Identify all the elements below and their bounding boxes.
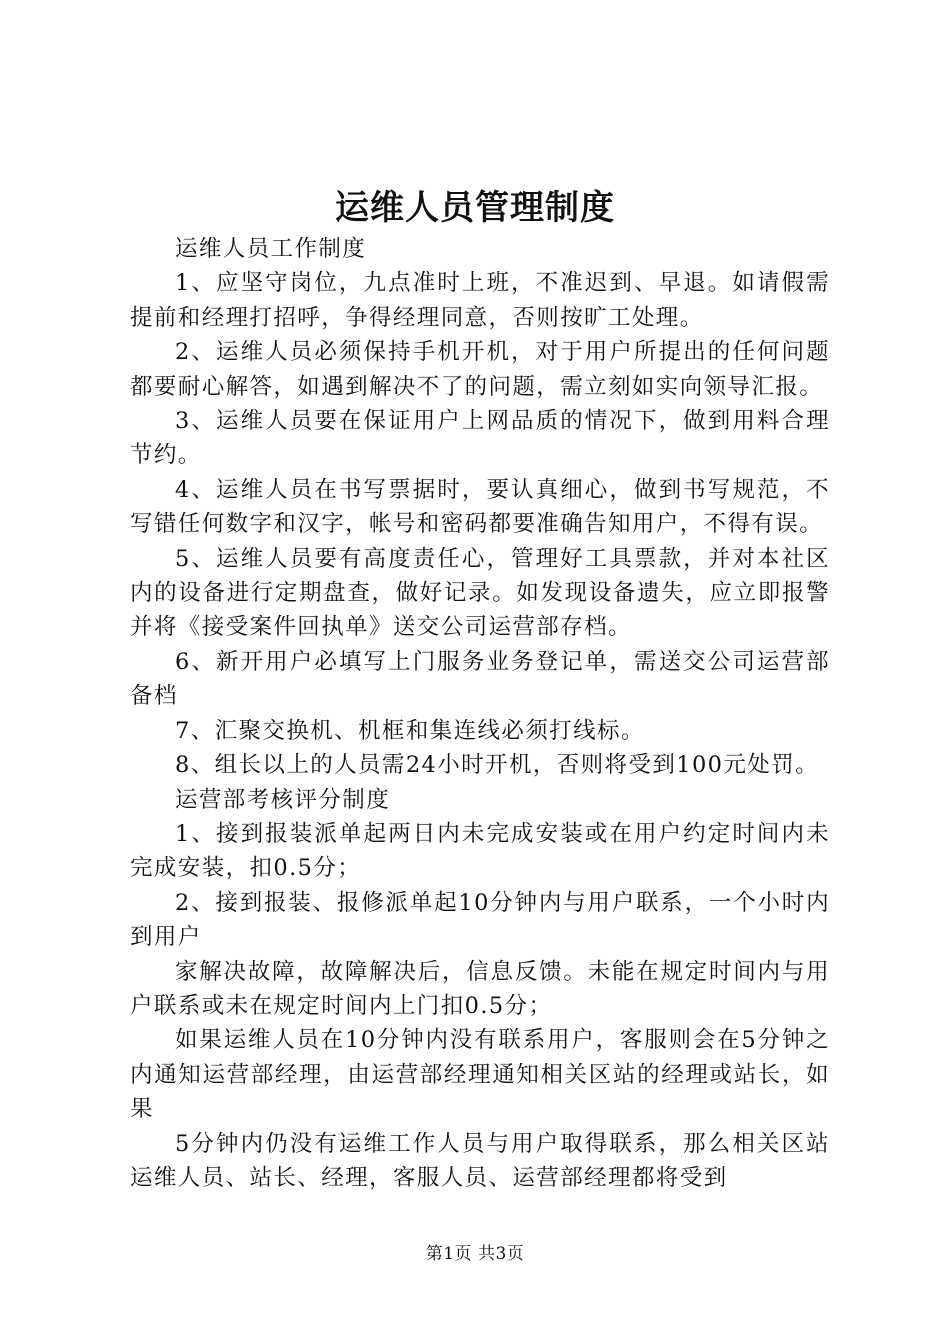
document-title: 运维人员管理制度 <box>335 188 615 228</box>
paragraph: 3、运维人员要在保证用户上网品质的情况下，做到用料合理节约。 <box>130 408 830 469</box>
section-heading-work-rules: 运维人员工作制度 <box>175 236 367 262</box>
paragraph: 6、新开用户必填写上门服务业务登记单，需送交公司运营部备档 <box>130 648 830 710</box>
paragraph: 5分钟内仍没有运维工作人员与用户取得联系，那么相关区站运维人员、站长、经理，客服人员、运营部经理都将受到 <box>130 1130 830 1191</box>
paragraph: 2、运维人员必须保持手机开机，对于用户所提出的任何问题都要耐心解答，如遇到解决不了的问题，需立刻如实向领导汇报。 <box>130 339 830 400</box>
paragraph: 2、接到报装、报修派单起10分钟内与用户联系，一个小时内到用户 <box>130 889 830 951</box>
document-body <box>130 232 830 1195</box>
paragraph: 8、组长以上的人员需24小时开机，否则将受到100元处罚。 <box>175 752 819 779</box>
paragraph: 4、运维人员在书写票据时，要认真细心，做到书写规范，不写错任何数字和汉字，帐号和密码都要准确告知用户，不得有误。 <box>130 476 830 538</box>
paragraph: 1、应坚守岗位，九点准时上班，不准迟到、早退。如请假需提前和经理打招呼，争得经理同意，否则按旷工处理。 <box>130 270 830 331</box>
paragraph: 家解决故障，故障解决后，信息反馈。未能在规定时间内与用户联系或未在规定时间内上门扣0.5分； <box>130 958 830 1019</box>
paragraph: 如果运维人员在10分钟内没有联系用户，客服则会在5分钟之内通知运营部经理，由运营部经理通知相关区站的经理或站长，如果 <box>130 1027 830 1123</box>
paragraph: 1、接到报装派单起两日内未完成安装或在用户约定时间内未完成安装，扣0.5分； <box>130 820 830 882</box>
paragraph: 7、汇聚交换机、机框和集连线必须打线标。 <box>175 717 645 744</box>
page-footer: 第1页 共3页 <box>425 1244 525 1264</box>
paragraph: 5、运维人员要有高度责任心，管理好工具票款，并对本社区内的设备进行定期盘查，做好记录。如发现设备遗失，应立即报警并将《接受案件回执单》送交公司运营部存档。 <box>130 545 830 641</box>
section-heading-evaluation-rules: 运营部考核评分制度 <box>175 786 391 813</box>
